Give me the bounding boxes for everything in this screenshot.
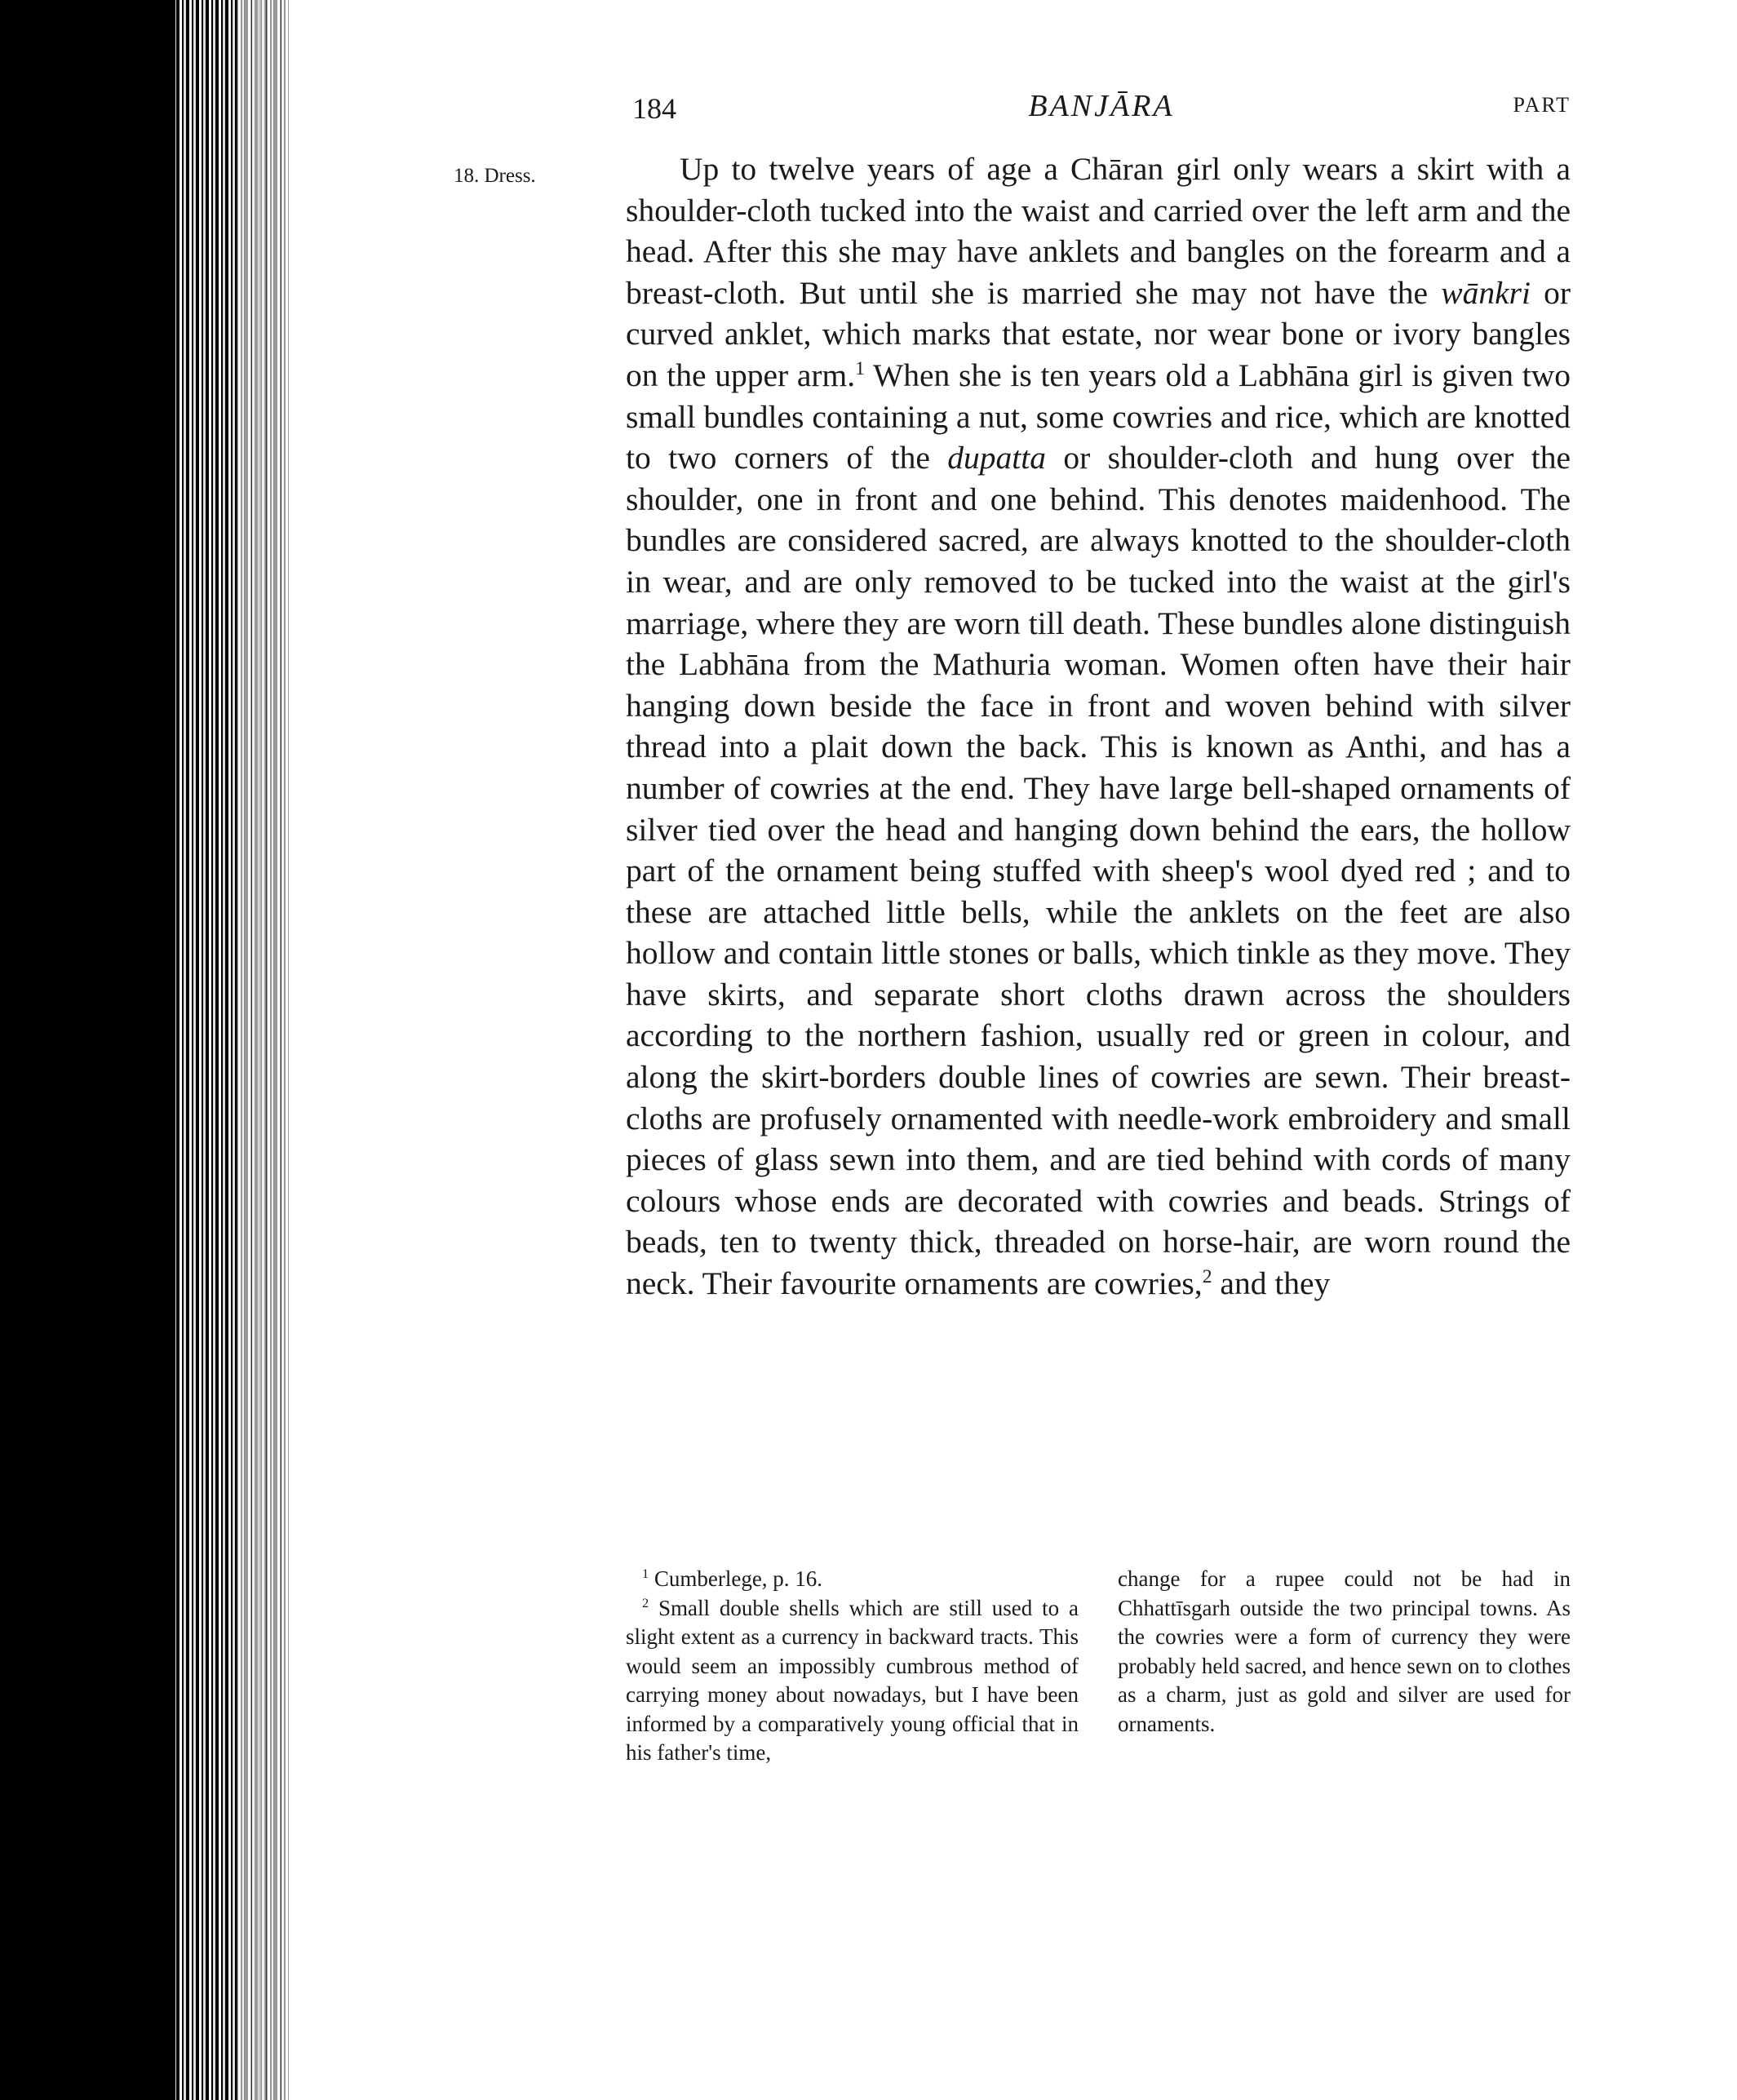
page-header bbox=[632, 88, 1571, 137]
text-run: and they bbox=[1212, 1265, 1331, 1302]
main-text bbox=[626, 148, 1571, 1305]
footnote-2 bbox=[626, 1594, 1079, 1768]
footnote-reference: 1 bbox=[855, 357, 865, 379]
footnote-mark: 1 bbox=[642, 1566, 649, 1581]
book-spine-fade bbox=[237, 0, 294, 2100]
footnote-2-continued: change for a rupee could not be had in Chhattīsgarh outside the two principal towns. As the cowries were a form of currency they were probably held sacred, and hence sewn on to clothes as a charm, just as gold and silver are used for ornaments. bbox=[1118, 1566, 1571, 1736]
footnote-column-right bbox=[1118, 1565, 1571, 1768]
footnote-text: Small double shells which are still used to a slight extent as a currency in backward tracts. This would seem an impossibly cumbrous method of carrying money about nowadays, but I have been informed by a comparatively young official that in his father's time, bbox=[626, 1595, 1079, 1765]
book-spine-shadow bbox=[0, 0, 175, 2100]
text-run: or curved anklet, which marks that estate, nor wear bone or ivory bangles on the upper arm. bbox=[626, 274, 1571, 393]
footnote-mark: 2 bbox=[642, 1595, 649, 1610]
footnote-column-left bbox=[626, 1565, 1079, 1768]
italic-term: wānkri bbox=[1441, 274, 1531, 311]
paragraph bbox=[626, 148, 1571, 1305]
footnotes bbox=[626, 1565, 1571, 1768]
footnote-reference: 2 bbox=[1202, 1265, 1212, 1287]
footnote-1 bbox=[626, 1565, 1079, 1594]
page-number: 184 bbox=[632, 92, 676, 125]
text-run: or shoulder-cloth and hung over the shoulder, one in front and one behind. This denotes maidenhood. The bundles are considered sacred, are always knotted to the shoulder-cloth in wear, and are only removed to be tucked into the waist at the girl's marriage, where they are worn till death. These bundles alone distinguish the Labhāna from the Mathuria woman. Women often have their hair hanging down beside the face in front and woven behind with silver thread into a plait down the back. This is known as Anthi, and has a number of cowries at the end. They have large bell-shaped ornaments of silver tied over the head and hanging down behind the ears, the hollow part of the ornament being stuffed with sheep's wool dyed red ; and to these are attached little bells, while the anklets on the feet are also hollow and contain little stones or balls, which tinkle as they move. They have skirts, and separate short cloths drawn across the shoulders according to the northern fashion, usually red or green in colour, and along the skirt-borders double lines of cowries are sewn. Their breast-cloths are profusely ornamented with needle-work embroidery and small pieces of glass sewn into them, and are tied behind with cords of many colours whose ends are decorated with cowries and beads. Strings of beads, ten to twenty thick, threaded on horse-hair, are worn round the neck. Their favourite ornaments are cowries, bbox=[626, 440, 1571, 1302]
text-run: When she is ten years old a Labhāna girl is given two small bundles containing a nut, some cowries and rice, which are knotted to two corners of the bbox=[626, 357, 1571, 476]
italic-term: dupatta bbox=[947, 440, 1046, 476]
running-title: BANJĀRA bbox=[1028, 89, 1175, 123]
part-label: PART bbox=[1513, 93, 1571, 117]
footnote-text: Cumberlege, p. 16. bbox=[649, 1566, 823, 1591]
section-side-note: 18. Dress. bbox=[454, 165, 536, 187]
text-run: Up to twelve years of age a Chāran girl only wears a skirt with a shoulder-cloth tucked into the waist and carried over the left arm and the head. After this she may have anklets and bangles on the forearm and a breast-cloth. But until she is married she may not have the bbox=[626, 151, 1571, 311]
